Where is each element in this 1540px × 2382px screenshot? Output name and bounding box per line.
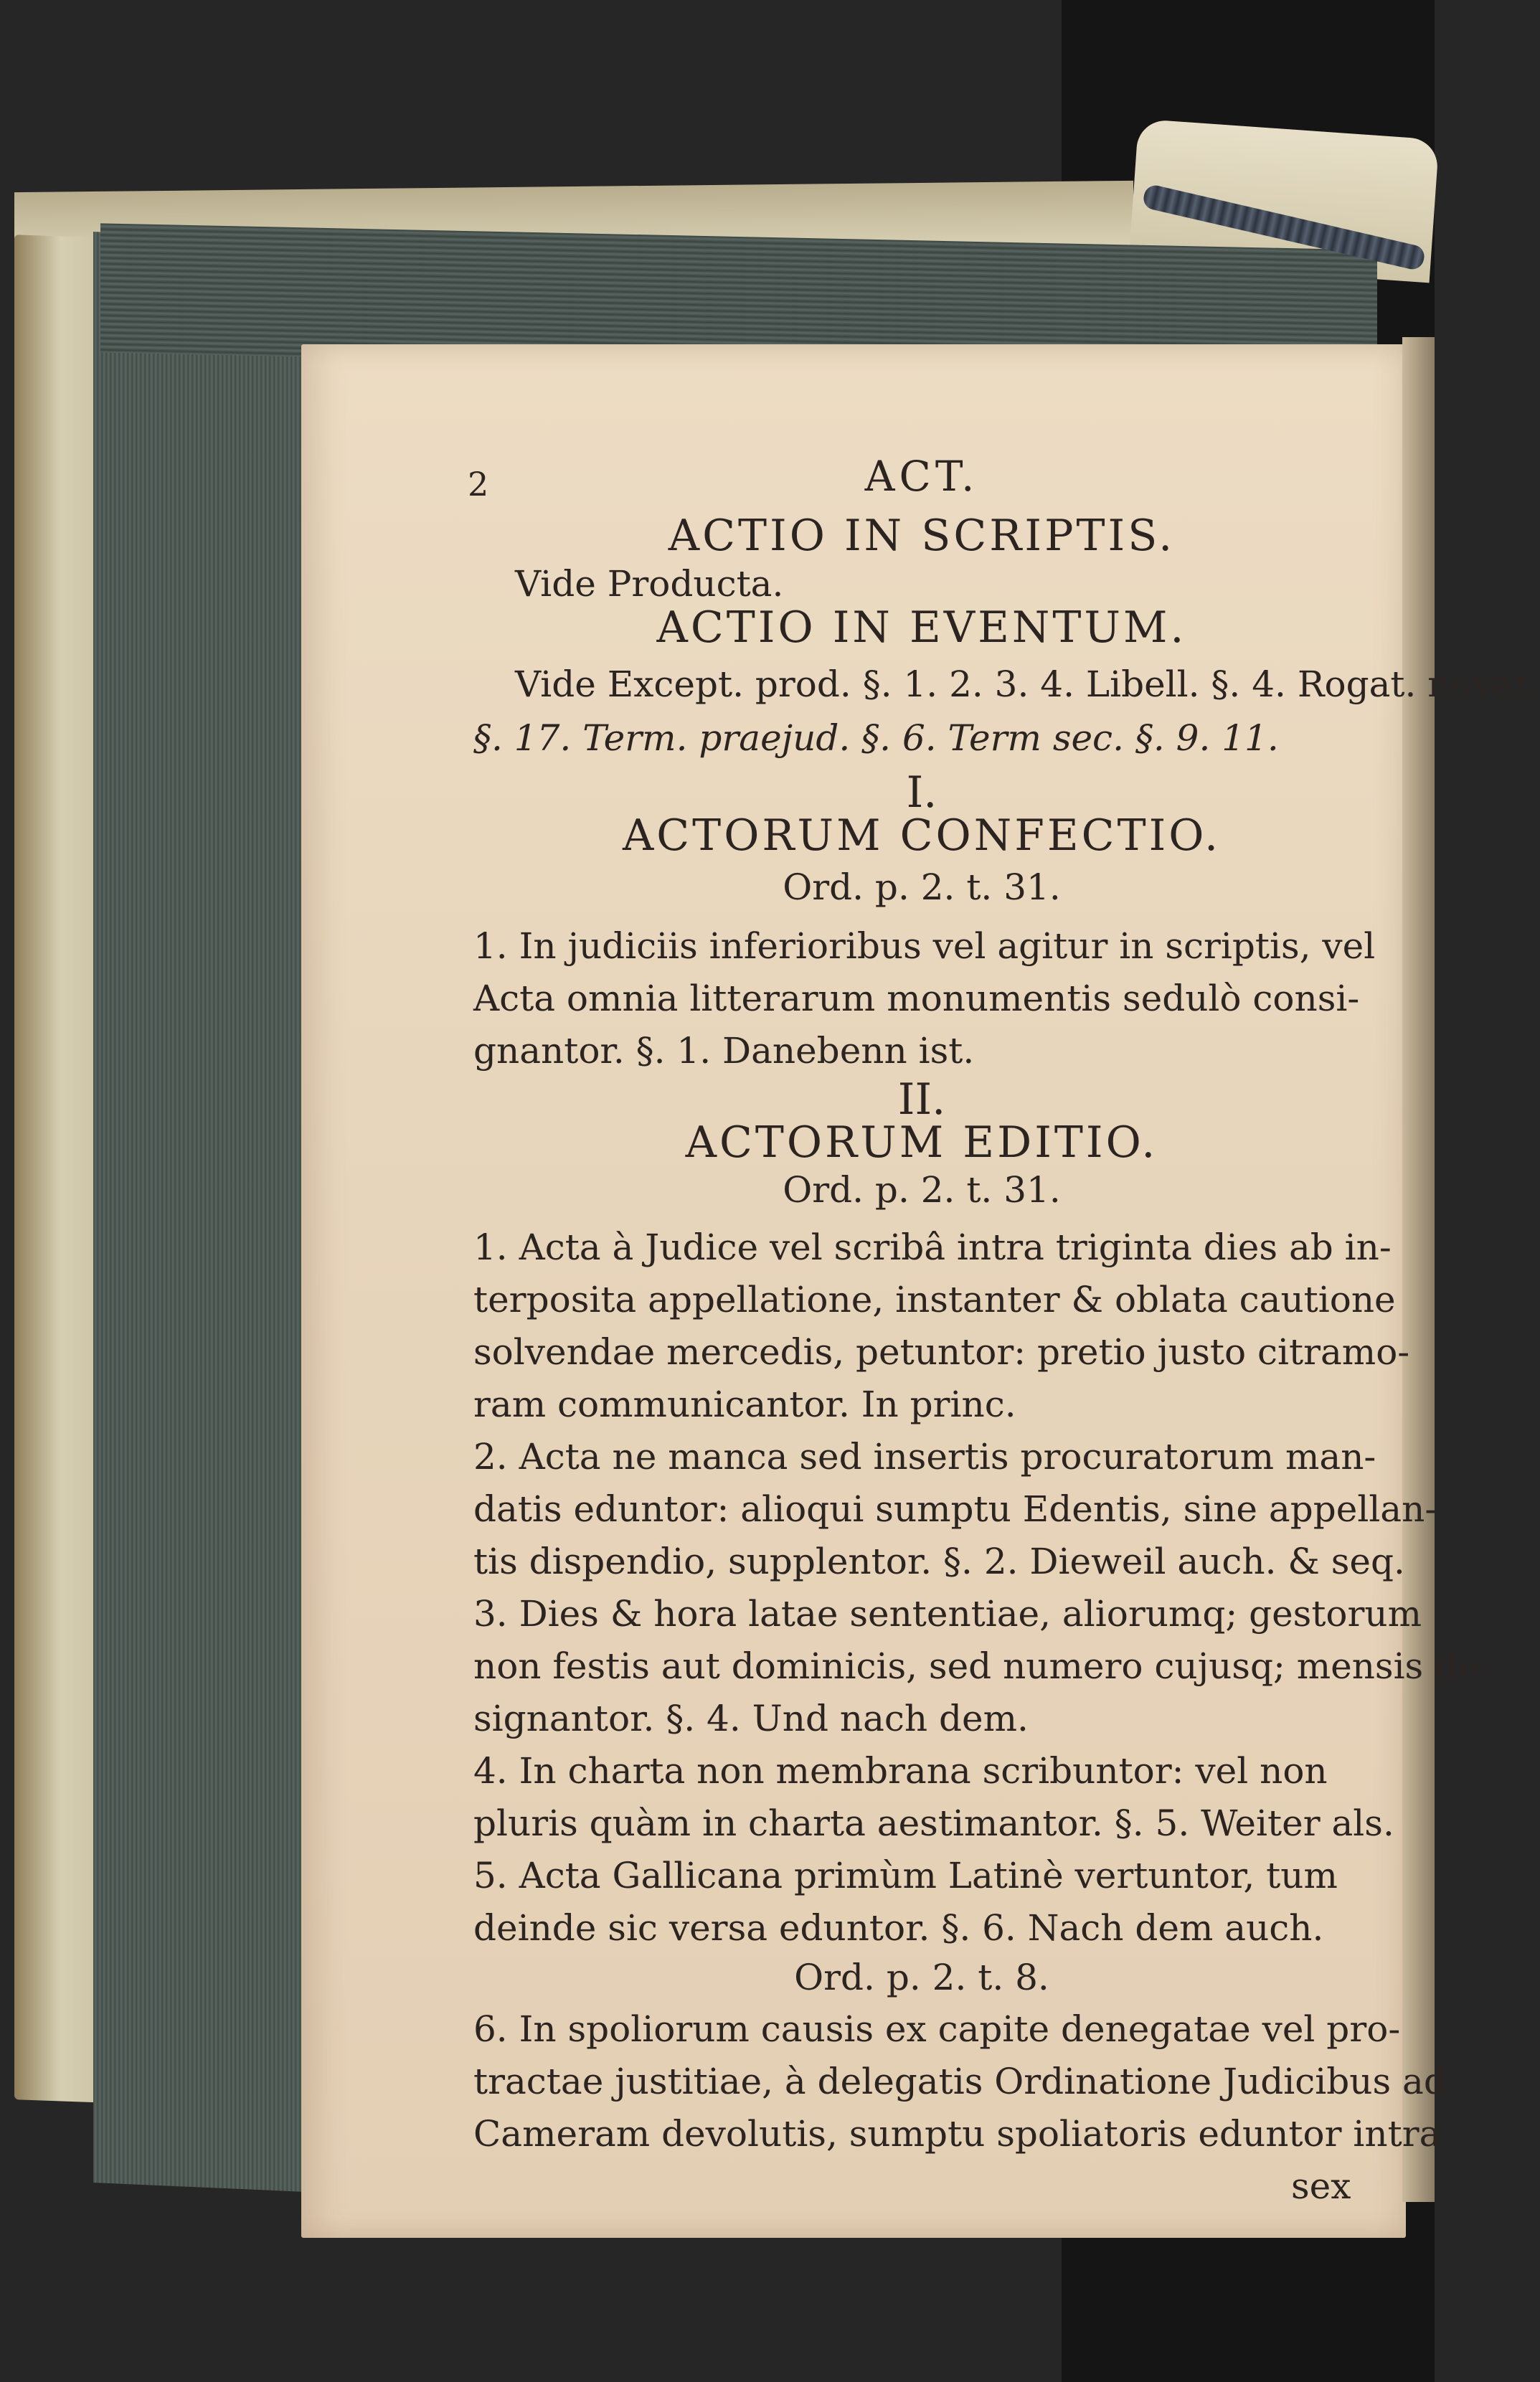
page-number: 2 bbox=[468, 465, 489, 504]
section-number: II. bbox=[897, 1074, 946, 1125]
body-line: 1. Acta à Judice vel scribâ intra triginta dies ab in- bbox=[473, 1227, 1392, 1268]
ordinance-reference: Ord. p. 2. t. 31. bbox=[783, 1169, 1061, 1211]
section-heading: ACTIO IN EVENTUM. bbox=[656, 602, 1187, 653]
see-reference: Vide Except. prod. §. 1. 2. 3. 4. Libell. §. 4. Rogat. novat. bbox=[515, 663, 1540, 705]
ordinance-reference: Ord. p. 2. t. 8. bbox=[794, 1957, 1049, 1998]
body-line: ram communicantor. In princ. bbox=[473, 1384, 1016, 1425]
body-line: Cameram devolutis, sumptu spoliatoris eduntor intra bbox=[473, 2113, 1441, 2155]
body-line: 4. In charta non membrana scribuntor: vel non bbox=[473, 1750, 1328, 1792]
body-line: 6. In spoliorum causis ex capite denegatae vel pro- bbox=[473, 2008, 1401, 2050]
body-line: 5. Acta Gallicana primùm Latinè vertuntor, tum bbox=[473, 1855, 1338, 1896]
body-line: solvendae mercedis, petuntor: pretio justo citramo- bbox=[473, 1331, 1410, 1373]
section-heading: ACTORUM EDITIO. bbox=[685, 1117, 1158, 1168]
body-line: Acta omnia litterarum monumentis sedulò consi- bbox=[473, 978, 1360, 1019]
section-heading: ACTIO IN SCRIPTIS. bbox=[668, 511, 1176, 561]
see-reference: Vide Producta. bbox=[515, 563, 784, 605]
body-line: 3. Dies & hora latae sententiae, aliorumq; gestorum bbox=[473, 1593, 1422, 1635]
body-line: gnantor. §. 1. Danebenn ist. bbox=[473, 1030, 975, 1072]
body-line: datis eduntor: alioqui sumptu Edentis, sine appellan- bbox=[473, 1488, 1437, 1530]
body-line: non festis aut dominicis, sed numero cujusq; mensis de- bbox=[473, 1645, 1491, 1687]
body-line: tractae justitiae, à delegatis Ordinatione Judicibus ad bbox=[473, 2061, 1447, 2102]
section-number: I. bbox=[906, 767, 937, 818]
page-gutter-strip bbox=[1402, 337, 1435, 2202]
body-line: tis dispendio, supplentor. §. 2. Dieweil auch. & seq. bbox=[473, 1541, 1405, 1582]
body-line: signantor. §. 4. Und nach dem. bbox=[473, 1698, 1029, 1739]
page-block-fore-edge bbox=[93, 232, 323, 2193]
body-line: pluris quàm in charta aestimantor. §. 5. Weiter als. bbox=[473, 1802, 1394, 1844]
body-line: deinde sic versa eduntor. §. 6. Nach dem auch. bbox=[473, 1907, 1324, 1949]
ordinance-reference: Ord. p. 2. t. 31. bbox=[783, 866, 1061, 908]
body-line: terposita appellatione, instanter & oblata cautione bbox=[473, 1279, 1396, 1320]
catchword: sex bbox=[1291, 2165, 1351, 2207]
page-text bbox=[473, 0, 1540, 2382]
body-line: 1. In judiciis inferioribus vel agitur in scriptis, vel bbox=[473, 925, 1376, 967]
see-reference: §. 17. Term. praejud. §. 6. Term sec. §. 9. 11. bbox=[473, 717, 1279, 759]
running-head: ACT. bbox=[864, 452, 979, 501]
section-heading: ACTORUM CONFECTIO. bbox=[622, 810, 1222, 861]
body-line: 2. Acta ne manca sed insertis procuratorum man- bbox=[473, 1436, 1376, 1478]
